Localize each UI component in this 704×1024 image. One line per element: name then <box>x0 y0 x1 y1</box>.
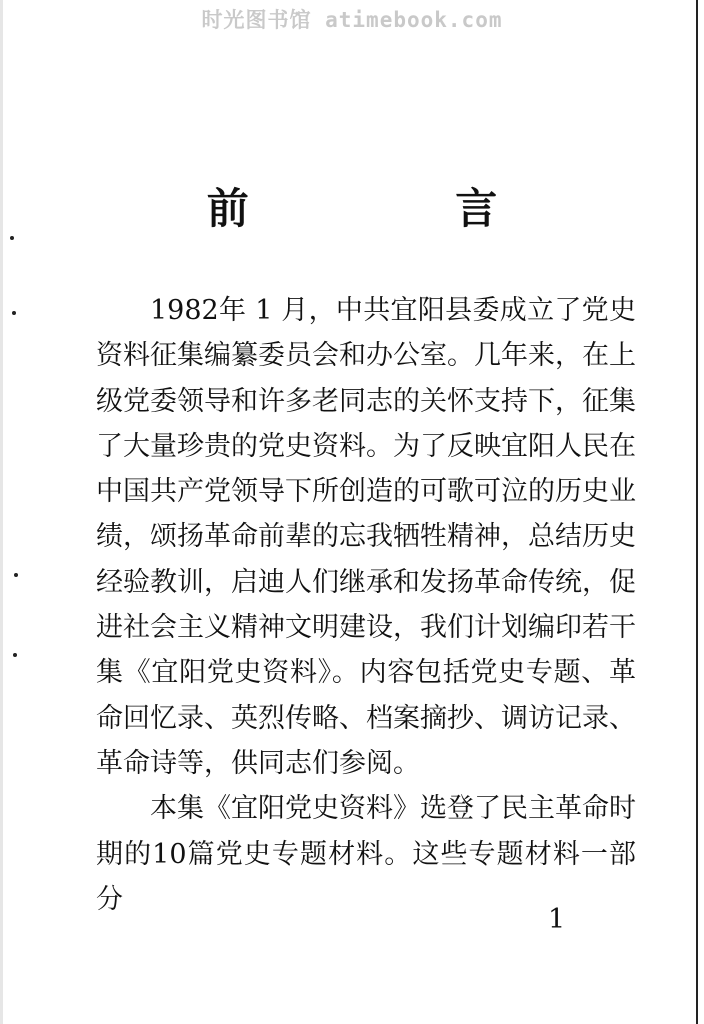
page-title: 前 言 <box>206 184 594 233</box>
scan-speck <box>13 653 17 657</box>
scan-speck <box>10 236 14 240</box>
page-right-edge-line <box>696 0 698 1024</box>
paragraph-2: 本集《宜阳党史资料》选登了民主革命时期的10篇党史专题材料。这些专题材料一部分 <box>96 793 636 915</box>
paragraph-1: 1982年 1 月，中共宜阳县委成立了党史资料征集编纂委员会和办公室。几年来，在上级党委领导和许多老同志的关怀支持下，征集了大量珍贵的党史资料。为了反映宜阳人民在中国共产党领导下所创造的可歌可泣的历史业绩，颂扬革命前辈的忘我牺牲精神，总结历史经验教训，启迪人们继承和发扬革命传统，促进社会主义精神文明建设，我们计划编印若干集《宜阳党史资料》。内容包括党史专题、革命回忆录、英烈传略、档案摘抄、调访记录、革命诗等，供同志们参阅。 <box>96 295 636 779</box>
watermark: 时光图书馆 atimebook.com <box>201 8 503 32</box>
body-text <box>96 288 636 922</box>
page-left-edge-shadow <box>0 0 3 1024</box>
scan-speck <box>14 573 18 577</box>
scan-speck <box>12 311 16 315</box>
page-number: 1 <box>548 904 566 935</box>
